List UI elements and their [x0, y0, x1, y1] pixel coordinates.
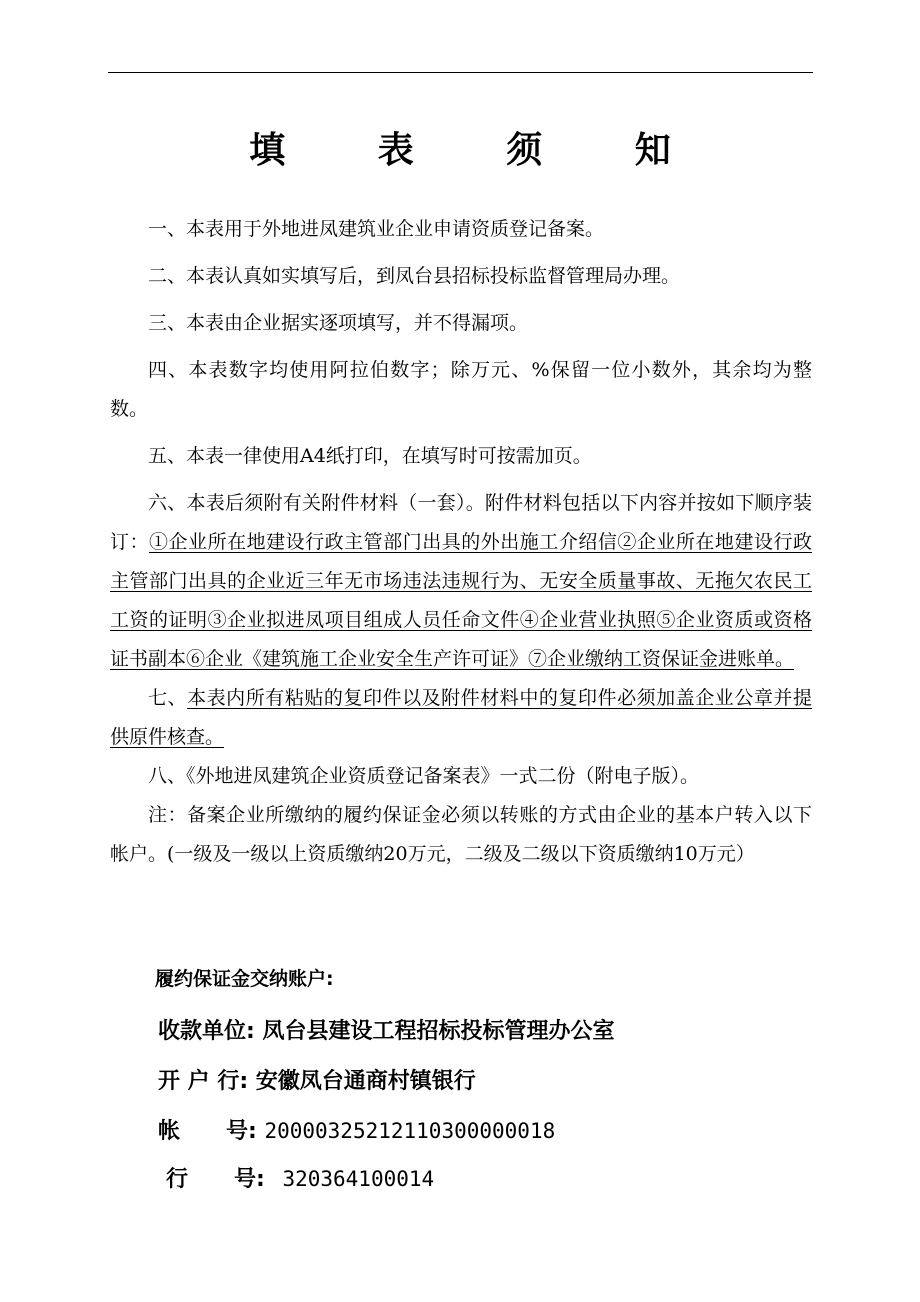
- instruction-item-8: 八、《外地进凤建筑企业资质登记备案表》一式二份（附电子版）。: [148, 765, 700, 787]
- account-number-row: [158, 1114, 555, 1145]
- instruction-item-7: [110, 679, 812, 757]
- payee-row: [158, 1014, 615, 1045]
- instruction-item-1: 一、本表用于外地进凤建筑业企业申请资质登记备案。: [148, 218, 605, 240]
- bank-code-value: 320364100014: [282, 1167, 435, 1191]
- instruction-item-6-prefix: 六、本表后须附有关附件材料（一套）。附件材料包括以下内容并按如下顺序装订：: [110, 492, 812, 553]
- instruction-item-4: 四、本表数字均使用阿拉伯数字；除万元、%保留一位小数外，其余均为整数。: [110, 359, 812, 420]
- bank-value: 安徽凤台通商村镇银行: [255, 1069, 476, 1094]
- instruction-item-6: [110, 484, 812, 679]
- bank-code-label: 行 号:: [166, 1167, 265, 1192]
- instruction-item-7-text: 本表内所有粘贴的复印件以及附件材料中的复印件必须加盖企业公章并提供原件核查。: [110, 687, 812, 748]
- bank-row: [158, 1064, 476, 1095]
- payee-label: 收款单位:: [158, 1019, 255, 1044]
- header-rule: [108, 72, 813, 73]
- account-number-value: 20000325212110300000018: [264, 1119, 556, 1143]
- deposit-note: 注：备案企业所缴纳的履约保证金必须以转账的方式由企业的基本户转入以下帐户。(一级及一级以上资质缴纳20万元，二级及二级以下资质缴纳10万元）: [110, 804, 812, 865]
- instruction-item-7-prefix: 七、: [148, 687, 188, 709]
- bank-code-row: [166, 1162, 434, 1193]
- bank-label: 开 户 行:: [158, 1069, 249, 1094]
- account-number-label: 帐 号:: [158, 1119, 257, 1144]
- attachment-list: ①企业所在地建设行政主管部门出具的外出施工介绍信②企业所在地建设行政主管部门出具的企业近三年无市场违法违规行为、无安全质量事故、无拖欠农民工工资的证明③企业拟进凤项目组成人员任命文件④企业营业执照⑤企业资质或资格证书副本⑥企业《建筑施工企业安全生产许可证》⑦企业缴纳工资保证金进账单。: [110, 531, 812, 670]
- instructions-body: [110, 210, 812, 874]
- payee-value: 凤台县建设工程招标投标管理办公室: [262, 1019, 615, 1044]
- account-heading: 履约保证金交纳账户:: [155, 968, 334, 990]
- page-title: 填 表 须 知: [249, 130, 711, 171]
- instruction-item-5: 五、本表一律使用A4纸打印，在填写时可按需加页。: [148, 445, 592, 467]
- instruction-item-3: 三、本表由企业据实逐项填写，并不得漏项。: [148, 312, 529, 334]
- instruction-item-2: 二、本表认真如实填写后，到凤台县招标投标监督管理局办理。: [148, 265, 681, 287]
